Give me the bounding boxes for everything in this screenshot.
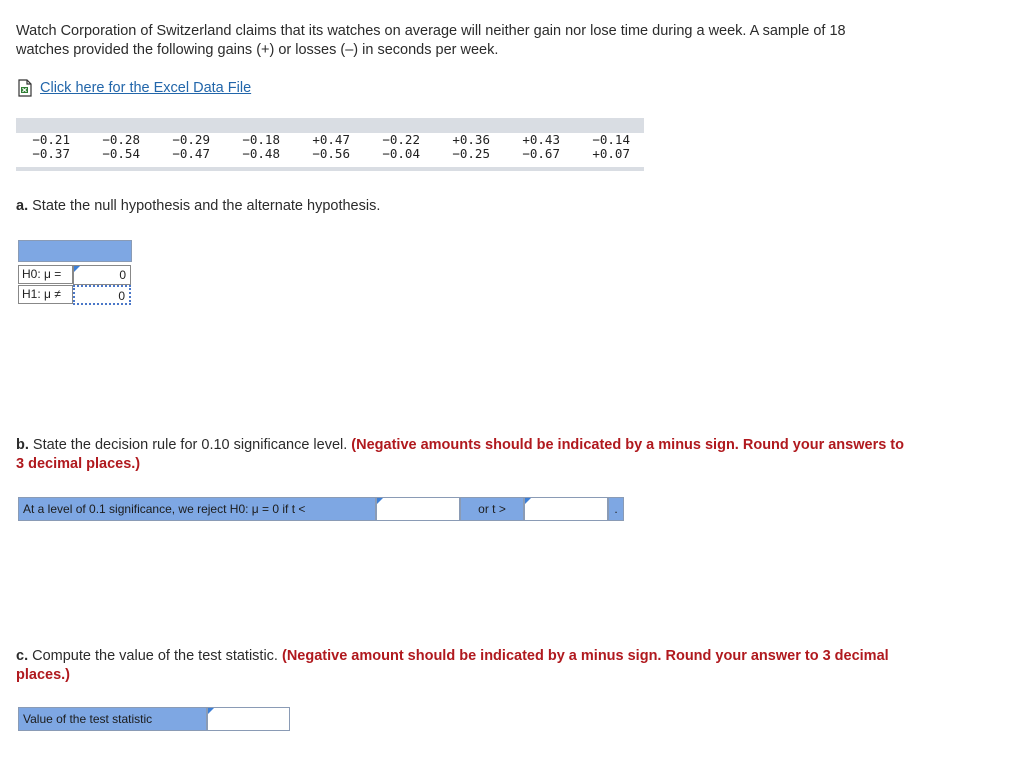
hypothesis-table [18, 240, 132, 305]
data-cell: −0.29 [172, 132, 210, 147]
test-statistic-input[interactable] [207, 707, 290, 731]
answer-flag-icon [74, 266, 80, 272]
part-c-note-2: places.) [16, 667, 70, 683]
data-cell: −0.28 [102, 132, 140, 147]
h1-value-input[interactable] [73, 285, 131, 305]
h0-value-input[interactable] [73, 265, 131, 285]
period-label: . [608, 497, 624, 521]
decision-rule-row [18, 497, 624, 521]
hypothesis-table-header [18, 240, 132, 262]
table-top-bar [16, 118, 644, 133]
h1-row [18, 285, 132, 305]
data-cell: −0.25 [452, 146, 490, 161]
part-b-question [16, 436, 1006, 474]
data-cell: −0.21 [32, 132, 70, 147]
upper-critical-input[interactable] [524, 497, 608, 521]
part-a-prefix: a. [16, 198, 29, 214]
or-label: or t > [460, 497, 524, 521]
data-cell: −0.22 [382, 132, 420, 147]
data-cell: −0.54 [102, 146, 140, 161]
test-statistic-row [18, 707, 290, 731]
decision-rule-label: At a level of 0.1 significance, we reject H0: μ = 0 if t < [18, 497, 376, 521]
answer-flag-icon [525, 498, 531, 504]
part-b-prefix: b. [16, 437, 29, 453]
intro-line-1: Watch Corporation of Switzerland claims that its watches on average will neither gain nor lose time during a week. A sample of 18 [16, 23, 846, 39]
problem-statement [16, 22, 1006, 60]
lower-critical-input[interactable] [376, 497, 460, 521]
data-cell: +0.43 [522, 132, 560, 147]
answer-flag-icon [377, 498, 383, 504]
data-cell: +0.47 [312, 132, 350, 147]
intro-line-2: watches provided the following gains (+) or losses (–) in seconds per week. [16, 42, 499, 58]
part-a-text: State the null hypothesis and the alternate hypothesis. [28, 198, 381, 214]
part-b-text: State the decision rule for 0.10 significance level. [28, 437, 352, 453]
h0-row [18, 265, 132, 285]
answer-flag-icon [208, 708, 214, 714]
data-cell: +0.07 [592, 146, 630, 161]
excel-file-icon [16, 79, 34, 97]
table-row [16, 147, 644, 161]
test-statistic-label: Value of the test statistic [18, 707, 207, 731]
table-row [16, 133, 644, 147]
h0-value: 0 [119, 268, 126, 282]
data-cell: −0.48 [242, 146, 280, 161]
part-c-prefix: c. [16, 648, 29, 664]
part-c-question [16, 647, 1006, 685]
excel-data-link[interactable] [16, 79, 251, 97]
part-b-note-2: 3 decimal places.) [16, 456, 141, 472]
data-cell: −0.14 [592, 132, 630, 147]
table-bottom-bar [16, 167, 644, 171]
part-a-question [16, 197, 380, 216]
data-cell: −0.67 [522, 146, 560, 161]
data-cell: −0.47 [172, 146, 210, 161]
data-cell: +0.36 [452, 132, 490, 147]
data-cell: −0.18 [242, 132, 280, 147]
part-b-note-1: (Negative amounts should be indicated by a minus sign. Round your answers to [351, 437, 904, 453]
h1-label: H1: μ ≠ [18, 285, 73, 304]
data-cell: −0.37 [32, 146, 70, 161]
data-table [16, 118, 644, 171]
part-c-note-1: (Negative amount should be indicated by a minus sign. Round your answer to 3 decimal [281, 648, 889, 664]
h1-value: 0 [118, 289, 125, 303]
data-cell: −0.04 [382, 146, 420, 161]
data-cell: −0.56 [312, 146, 350, 161]
excel-link-label[interactable]: Click here for the Excel Data File [40, 80, 252, 96]
part-c-text: Compute the value of the test statistic. [28, 648, 282, 664]
h0-label: H0: μ = [18, 265, 73, 284]
